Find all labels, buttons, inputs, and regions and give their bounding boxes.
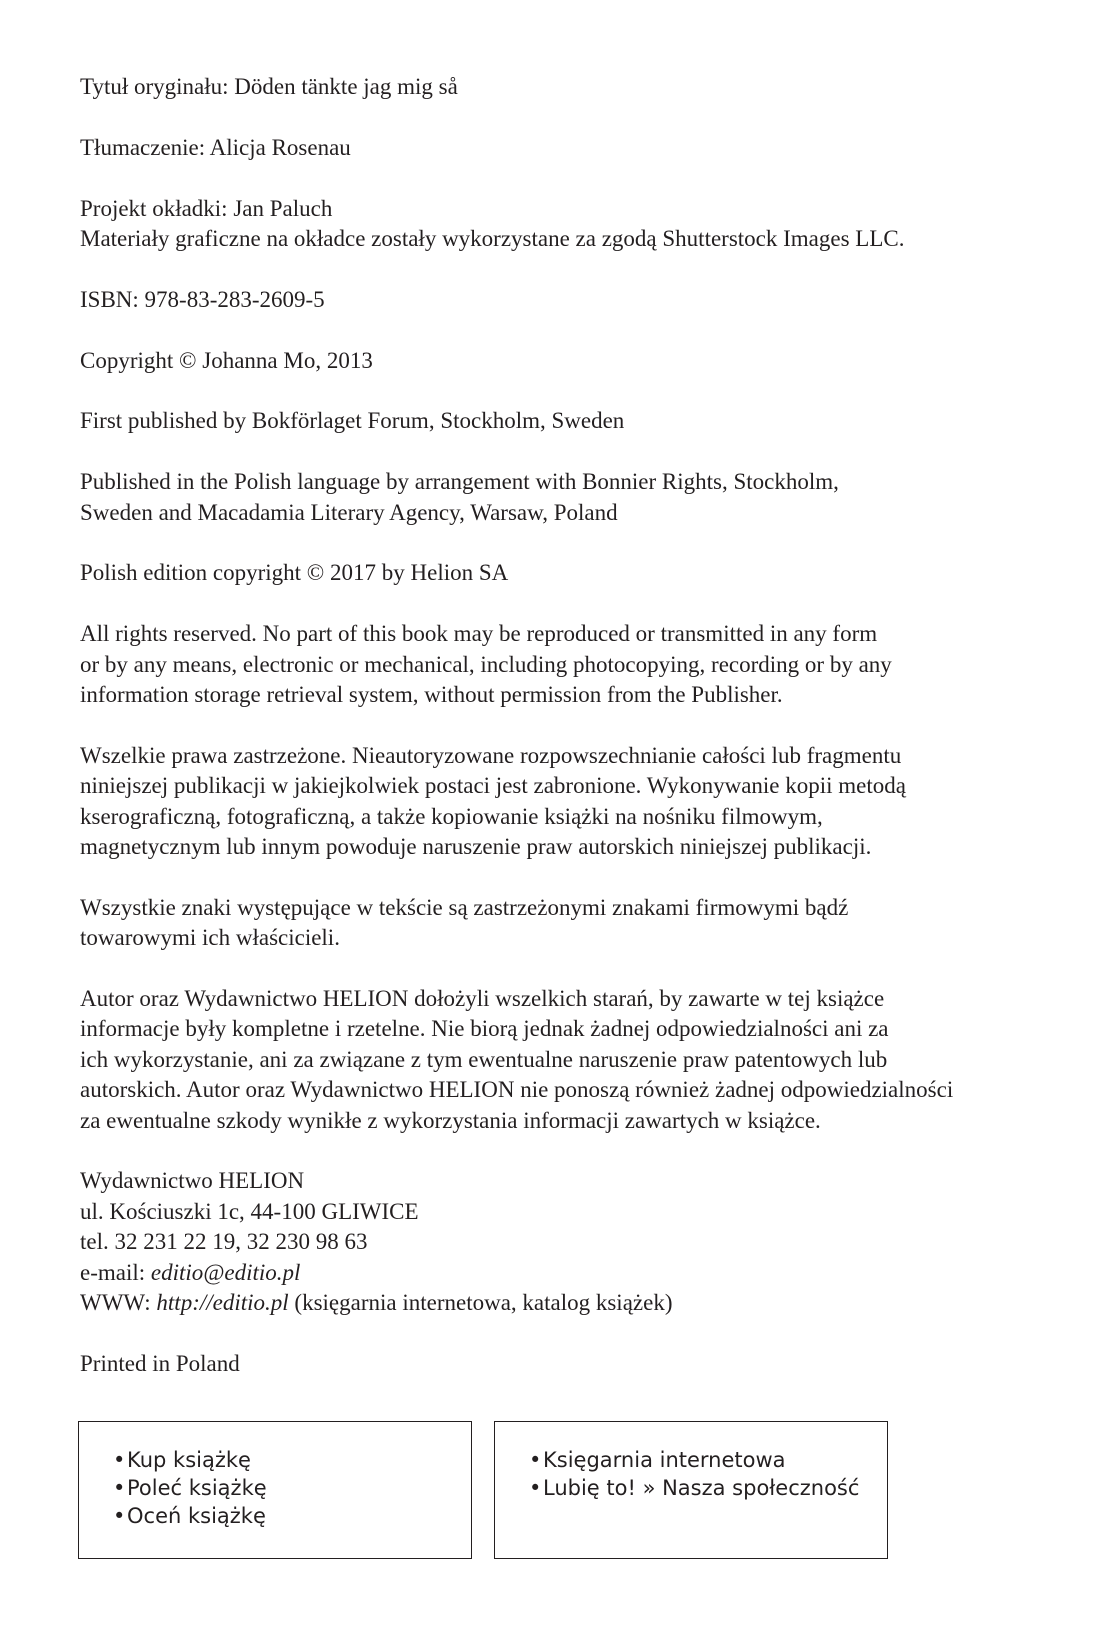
text-line: Published in the Polish language by arrangement with Bonnier Rights, Stockholm, [80,469,839,495]
publisher-www-line [80,1288,1040,1318]
text-line: ich wykorzystanie, ani za związane z tym ewentualne naruszenie praw patentowych lub [80,1046,888,1072]
publisher-email-line [80,1258,1040,1288]
publisher-name: Wydawnictwo HELION [80,1168,305,1194]
community-links-box [494,1421,888,1559]
publisher-phone: tel. 32 231 22 19, 32 230 98 63 [80,1229,368,1255]
book-actions-list [113,1446,471,1530]
link-label: Oceń książkę [127,1504,266,1528]
colophon-page [80,72,1040,1410]
disclaimer [80,984,1040,1136]
cover-materials: Materiały graficzne na okładce zostały wykorzystane za zgodą Shutterstock Images LLC. [80,226,905,251]
text-line: towarowymi ich właścicieli. [80,925,340,951]
trademarks-notice [80,893,1040,954]
publisher-address: ul. Kościuszki 1c, 44-100 GLIWICE [80,1198,419,1224]
recommend-book-link[interactable] [113,1474,471,1502]
text-line: informacje były kompletne i rzetelne. Nie biorą jednak żadnej odpowiedzialności ani za [80,1016,889,1042]
www-note: (księgarnia internetowa, katalog książek) [288,1290,673,1316]
text-line: magnetycznym lub innym powoduje naruszenie praw autorskich niniejszej publikacji. [80,834,872,860]
copyright: Copyright © Johanna Mo, 2013 [80,347,373,373]
text-line: All rights reserved. No part of this book may be reproduced or transmitted in any form [80,621,878,647]
publisher-contact [80,1166,1040,1318]
printed-in: Printed in Poland [80,1350,240,1376]
bullet: • [529,1448,542,1472]
rights-notice-pl [80,741,1040,863]
link-label: Lubię to! » Nasza społeczność [543,1476,860,1500]
text-line: kserograficzną, fotograficzną, a także kopiowanie książki na nośniku filmowym, [80,803,823,829]
cover-credit [80,194,1040,255]
bullet: • [113,1504,126,1528]
link-label: Księgarnia internetowa [543,1448,786,1472]
translation-credit: Tłumaczenie: Alicja Rosenau [80,134,351,160]
text-line: information storage retrieval system, without permission from the Publisher. [80,682,783,707]
community-links-list [529,1446,887,1502]
email-label: e-mail: [80,1259,151,1285]
book-actions-box [78,1421,472,1559]
rate-book-link[interactable] [113,1502,471,1530]
text-line: Autor oraz Wydawnictwo HELION dołożyli wszelkich starań, by zawarte w tej książce [80,986,885,1012]
arrangement-notice [80,467,1040,528]
original-title: Tytuł oryginału: Döden tänkte jag mig så [80,74,458,99]
polish-edition-copyright: Polish edition copyright © 2017 by Helion SA [80,560,509,586]
text-line: niniejszej publikacji w jakiejkolwiek postaci jest zabronione. Wykonywanie kopii metodą [80,773,906,799]
text-line: Sweden and Macadamia Literary Agency, Warsaw, Poland [80,499,618,525]
website-link[interactable]: http://editio.pl [156,1290,289,1316]
text-line: autorskich. Autor oraz Wydawnictwo HELION nie ponoszą również żadnej odpowiedzialności [80,1077,954,1103]
text-line: Wszystkie znaki występujące w tekście są zastrzeżonymi znakami firmowymi bądź [80,894,849,920]
link-label: Poleć książkę [127,1476,267,1500]
www-label: WWW: [80,1290,157,1316]
online-bookstore-link[interactable] [529,1446,887,1474]
email-link[interactable]: editio@editio.pl [150,1259,301,1285]
bullet: • [113,1476,126,1500]
text-line: or by any means, electronic or mechanical, including photocopying, recording or by any [80,651,892,677]
first-published: First published by Bokförlaget Forum, Stockholm, Sweden [80,408,625,434]
buy-book-link[interactable] [113,1446,471,1474]
isbn: ISBN: 978-83-283-2609-5 [80,286,325,312]
text-line: Wszelkie prawa zastrzeżone. Nieautoryzowane rozpowszechnianie całości lub fragmentu [80,742,902,768]
text-line: za ewentualne szkody wynikłe z wykorzystania informacji zawartych w książce. [80,1107,821,1133]
bullet: • [113,1448,126,1472]
link-label: Kup książkę [127,1448,251,1472]
rights-notice-en [80,619,1040,710]
bullet: • [529,1476,542,1500]
cover-design: Projekt okładki: Jan Paluch [80,195,333,221]
community-link[interactable] [529,1474,887,1502]
